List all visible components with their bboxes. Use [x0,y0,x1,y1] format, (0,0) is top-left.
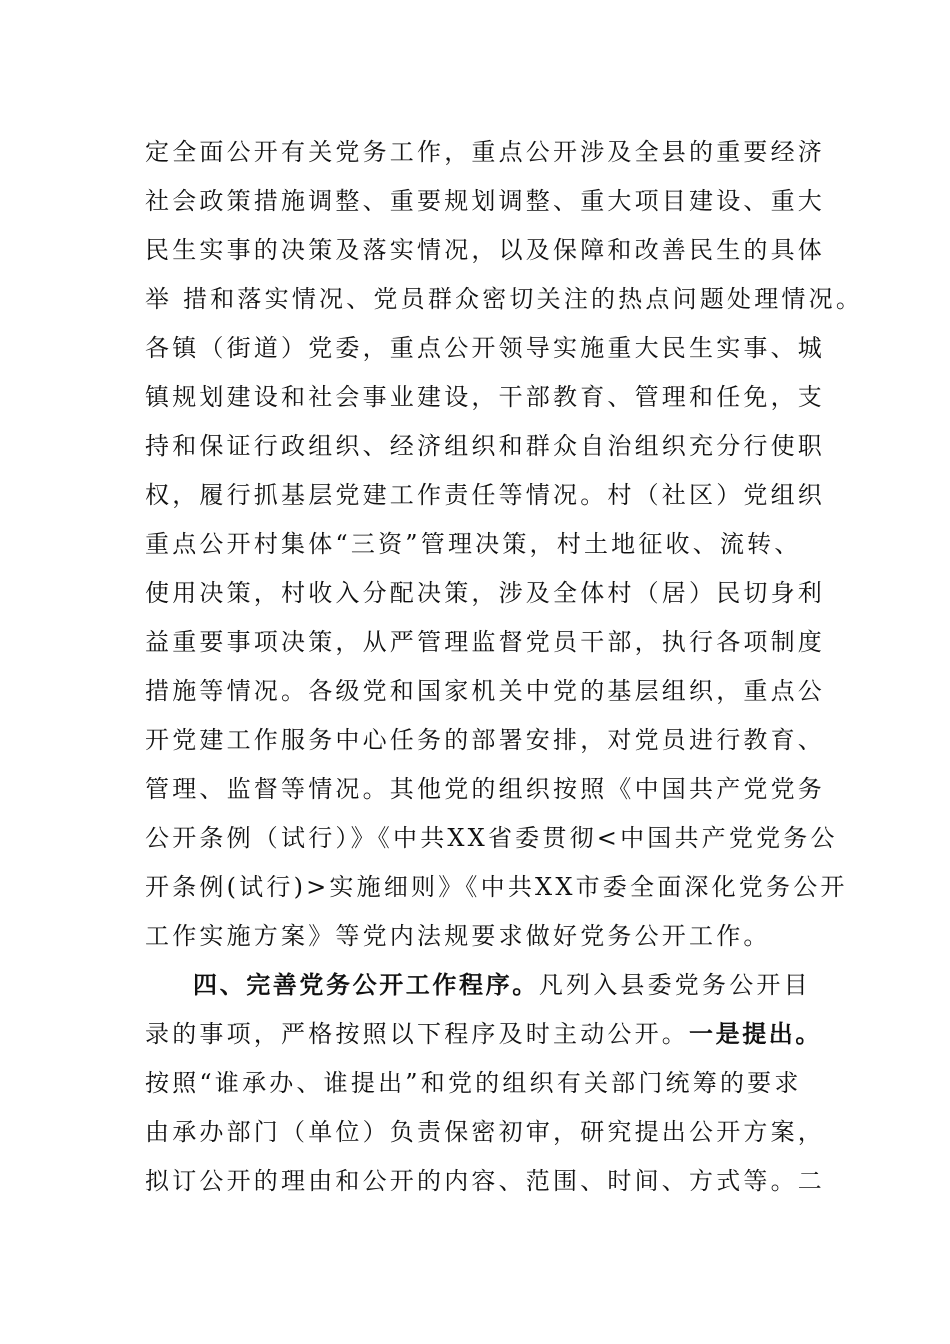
text-line: 拟订公开的理由和公开的内容、范围、时间、方式等。二 [145,1167,825,1195]
text-line: 定全面公开有关党务工作，重点公开涉及全县的重要经济 [145,138,825,166]
text-line: 工作实施方案》等党内法规要求做好党务公开工作。 [145,922,771,950]
text-line: 镇规划建设和社会事业建设，干部教育、管理和任免，支 [145,383,825,411]
step-one-heading: 一是提出。 [689,1020,822,1048]
section-heading-line [145,961,825,1010]
text-line: 举 措和落实情况、党员群众密切关注的热点问题处理情况。 [145,285,864,313]
section-heading-rest: 凡列入县委党务公开目 [538,971,811,999]
text-line: 公开条例（试行）》《中共XX省委贯彻<中国共产党党务公 [145,824,838,852]
text-line: 开党建工作服务中心任务的部署安排，对党员进行教育、 [145,726,825,754]
text-line: 措施等情况。各级党和国家机关中党的基层组织，重点公 [145,677,825,705]
text-line: 由承办部门（单位）负责保密初审，研究提出公开方案， [145,1118,825,1146]
text-line: 社会政策措施调整、重要规划调整、重大项目建设、重大 [145,187,825,215]
text-line: 权，履行抓基层党建工作责任等情况。村（社区）党组织 [145,481,825,509]
text-line: 民生实事的决策及落实情况，以及保障和改善民生的具体 [145,236,825,264]
text-line: 使用决策，村收入分配决策，涉及全体村（居）民切身利 [145,579,825,607]
text-line: 益重要事项决策，从严管理监督党员干部，执行各项制度 [145,628,825,656]
text-line: 开条例(试行)>实施细则》《中共XX市委全面深化党务公开 [145,873,848,901]
text-line [145,1010,825,1059]
text-line: 重点公开村集体“三资”管理决策，村土地征收、流转、 [145,530,802,558]
text-line: 持和保证行政组织、经济组织和群众自治组织充分行使职 [145,432,825,460]
section-heading: 四、完善党务公开工作程序。 [193,971,539,999]
document-body [145,128,864,1206]
text-span: 录的事项，严格按照以下程序及时主动公开。 [145,1020,689,1048]
text-line: 各镇（街道）党委，重点公开领导实施重大民生实事、城 [145,334,825,362]
text-line: 管理、监督等情况。其他党的组织按照《中国共产党党务 [145,775,825,803]
text-line: 按照“谁承办、谁提出”和党的组织有关部门统筹的要求 [145,1069,802,1097]
